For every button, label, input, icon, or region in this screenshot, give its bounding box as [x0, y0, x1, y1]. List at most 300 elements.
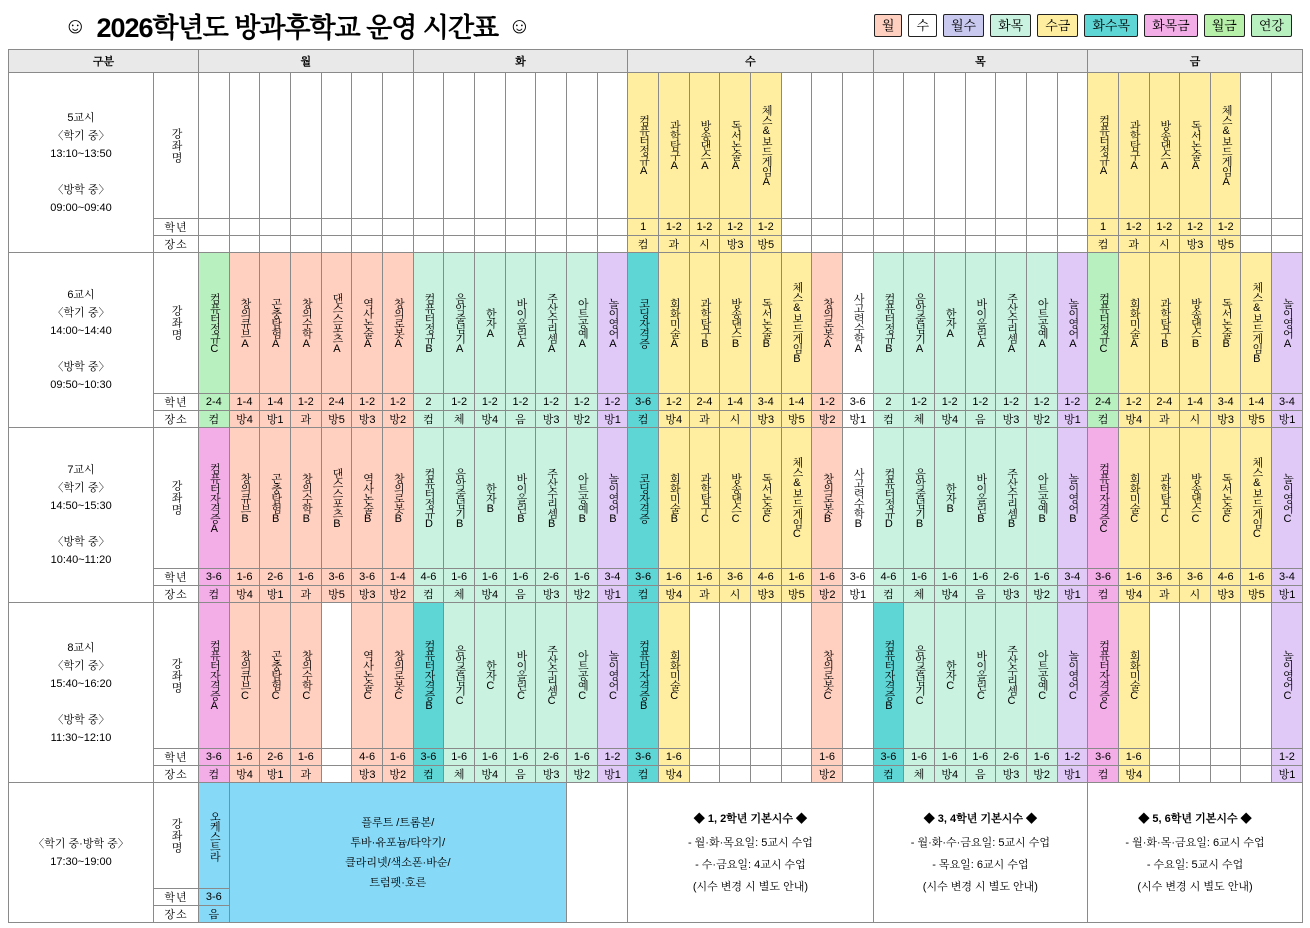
grade-p5-tue-2	[474, 219, 505, 236]
grade-p8-fri-6: 1-2	[1272, 749, 1303, 766]
course-p6-wed-2[interactable]: 과학탐구B	[689, 253, 720, 394]
place-p7-wed-2: 과	[689, 586, 720, 603]
place-p6-tue-5: 방2	[566, 411, 597, 428]
course-p7-wed-2[interactable]: 과학탐구C	[689, 428, 720, 569]
place-p8-wed-2	[689, 766, 720, 783]
place-p6-tue-1: 체	[444, 411, 475, 428]
place-p7-wed-4: 방3	[750, 586, 781, 603]
place-p5-tue-4	[536, 236, 567, 253]
course-p6-mon-6[interactable]: 창의로봇A	[382, 253, 413, 394]
course-p5-tue-6	[597, 73, 628, 219]
course-p7-mon-6[interactable]: 창의로봇B	[382, 428, 413, 569]
rowlabel-course-last: 강좌명	[154, 783, 199, 889]
place-p6-mon-4: 방5	[321, 411, 352, 428]
place-p5-tue-3	[505, 236, 536, 253]
course-p7-mon-2[interactable]: 곤충탐험B	[260, 428, 291, 569]
course-p8-mon-5[interactable]: 역사논술C	[352, 603, 383, 749]
grade-p5-thu-3	[965, 219, 996, 236]
grade-p8-wed-5	[781, 749, 812, 766]
course-p7-mon-3[interactable]: 창의수학B	[290, 428, 321, 569]
course-p5-fri-5	[1241, 73, 1272, 219]
empty-p5-wed-0-0	[842, 73, 873, 219]
page-title: 2026학년도 방과후학교 운영 시간표	[96, 13, 499, 43]
course-p5-wed-0[interactable]: 컴퓨터정규A	[628, 73, 659, 219]
course-p8-thu-3[interactable]: 바이올린C	[965, 603, 996, 749]
place-p6-thu-0: 컴	[873, 411, 904, 428]
course-p7-tue-0[interactable]: 컴퓨터정규D	[413, 428, 444, 569]
grade-p7-tue-3: 1-6	[505, 569, 536, 586]
place-p7-tue-0: 컴	[413, 586, 444, 603]
course-p8-tue-0[interactable]: 컴퓨터자격증B	[413, 603, 444, 749]
course-p6-tue-5[interactable]: 아트공예A	[566, 253, 597, 394]
course-p5-fri-4[interactable]: 체스&보드게임A	[1210, 73, 1241, 219]
place-p8-wed-1: 방4	[658, 766, 689, 783]
place-p5-wed-2: 시	[689, 236, 720, 253]
place-p8-fri-0: 컴	[1088, 766, 1119, 783]
course-p6-tue-4[interactable]: 주산수리셈A	[536, 253, 567, 394]
grade-p7-thu-2: 1-6	[934, 569, 965, 586]
course-p5-mon-1	[229, 73, 260, 219]
place-p6-mon-6: 방2	[382, 411, 413, 428]
place-p7-thu-5: 방2	[1026, 586, 1057, 603]
grade-p8-fri-5	[1241, 749, 1272, 766]
course-p6-mon-5[interactable]: 역사논술A	[352, 253, 383, 394]
place-p8-tue-5: 방2	[566, 766, 597, 783]
course-p5-tue-1	[444, 73, 475, 219]
place-p8-thu-0: 컴	[873, 766, 904, 783]
place-p6-wed-6: 방2	[812, 411, 843, 428]
grade-p5-thu-6	[1057, 219, 1088, 236]
grade-p5-tue-0	[413, 219, 444, 236]
grade-p6-thu-6: 1-2	[1057, 394, 1088, 411]
place-p6-tue-3: 음	[505, 411, 536, 428]
place-p5-fri-4: 방5	[1210, 236, 1241, 253]
course-p8-mon-0[interactable]: 컴퓨터자격증A	[199, 603, 230, 749]
legend-chip-4: 수금	[1037, 14, 1078, 37]
course-p7-thu-1[interactable]: 음악줄넘기B	[904, 428, 935, 569]
grade-p6-fri-6: 3-4	[1272, 394, 1303, 411]
grade-p5-mon-1	[229, 219, 260, 236]
course-p6-tue-1[interactable]: 음악줄넘기A	[444, 253, 475, 394]
place-p8-mon-1: 방4	[229, 766, 260, 783]
course-p6-tue-2[interactable]: 한자A	[474, 253, 505, 394]
course-p6-wed-6[interactable]: 창의로봇A	[812, 253, 843, 394]
course-p6-fri-3[interactable]: 방송댄스B	[1180, 253, 1211, 394]
place-p5-wed-0: 컴	[628, 236, 659, 253]
course-p6-wed-7[interactable]: 사고력수학A	[842, 253, 873, 394]
grade-p6-wed-7: 3-6	[842, 394, 873, 411]
course-p8-fri-6[interactable]: 놀이영어C	[1272, 603, 1303, 749]
grade-p6-wed-6: 1-2	[812, 394, 843, 411]
course-p6-tue-3[interactable]: 바이올린A	[505, 253, 536, 394]
smiley-right-icon: ☺	[508, 12, 531, 38]
place-p8-mon-3: 과	[290, 766, 321, 783]
grade-p6-wed-5: 1-4	[781, 394, 812, 411]
course-p5-mon-3	[290, 73, 321, 219]
legend-chip-2: 월수	[943, 14, 984, 37]
place-p6-tue-6: 방1	[597, 411, 628, 428]
place-p6-thu-6: 방1	[1057, 411, 1088, 428]
course-p7-wed-5[interactable]: 체스&보드게임C	[781, 428, 812, 569]
place-p7-tue-4: 방3	[536, 586, 567, 603]
grade-p5-wed-0: 1	[628, 219, 659, 236]
grade-p7-wed-3: 3-6	[720, 569, 751, 586]
grade-p8-thu-2: 1-6	[934, 749, 965, 766]
place-p6-mon-0: 컴	[199, 411, 230, 428]
course-p6-wed-0[interactable]: 코딩자격증	[628, 253, 659, 394]
place-p8-wed-3	[720, 766, 751, 783]
course-p6-fri-6[interactable]: 놀이영어A	[1272, 253, 1303, 394]
rowlabel-grade-p8: 학년	[154, 749, 199, 766]
place-p6-thu-3: 음	[965, 411, 996, 428]
place-p6-mon-2: 방1	[260, 411, 291, 428]
grade-p5-fri-4: 1-2	[1210, 219, 1241, 236]
grade-p5-tue-3	[505, 219, 536, 236]
course-p8-fri-0[interactable]: 컴퓨터자격증C	[1088, 603, 1119, 749]
course-p8-tue-5[interactable]: 아트공예C	[566, 603, 597, 749]
course-p7-fri-2[interactable]: 과학탐구C	[1149, 428, 1180, 569]
course-p8-fri-5	[1241, 603, 1272, 749]
place-p6-thu-5: 방2	[1026, 411, 1057, 428]
place-p5-fri-0: 컴	[1088, 236, 1119, 253]
course-p6-fri-1[interactable]: 회화미술A	[1118, 253, 1149, 394]
grade-p5-mon-4	[321, 219, 352, 236]
course-p8-fri-3	[1180, 603, 1211, 749]
legend-chip-5: 화수목	[1084, 14, 1138, 37]
place-p7-thu-2: 방4	[934, 586, 965, 603]
course-p5-thu-2	[934, 73, 965, 219]
course-p7-fri-3[interactable]: 방송댄스C	[1180, 428, 1211, 569]
grade-p6-fri-0: 2-4	[1088, 394, 1119, 411]
place-p7-tue-6: 방1	[597, 586, 628, 603]
grade-p5-tue-1	[444, 219, 475, 236]
grade-p5-thu-2	[934, 219, 965, 236]
grade-p8-mon-2: 2-6	[260, 749, 291, 766]
grade-p6-tue-1: 1-2	[444, 394, 475, 411]
course-p8-mon-2[interactable]: 곤충탐험C	[260, 603, 291, 749]
course-p5-fri-2[interactable]: 방송댄스A	[1149, 73, 1180, 219]
course-p6-wed-1[interactable]: 회화미술A	[658, 253, 689, 394]
place-p6-mon-1: 방4	[229, 411, 260, 428]
course-p7-thu-3[interactable]: 바이올린B	[965, 428, 996, 569]
color-legend	[874, 14, 1292, 37]
course-p8-tue-2[interactable]: 한자C	[474, 603, 505, 749]
place-p6-fri-5: 방5	[1241, 411, 1272, 428]
course-p7-fri-1[interactable]: 회화미술C	[1118, 428, 1149, 569]
course-p8-thu-1[interactable]: 음악줄넘기C	[904, 603, 935, 749]
course-p6-thu-1[interactable]: 음악줄넘기A	[904, 253, 935, 394]
course-p5-thu-0	[873, 73, 904, 219]
course-p5-wed-2[interactable]: 방송댄스A	[689, 73, 720, 219]
grade-p5-wed-6	[812, 219, 843, 236]
course-p7-mon-0[interactable]: 컴퓨터자격증A	[199, 428, 230, 569]
course-p6-fri-4[interactable]: 독서논술B	[1210, 253, 1241, 394]
place-p8-fri-6: 방1	[1272, 766, 1303, 783]
course-p8-fri-2	[1149, 603, 1180, 749]
course-p7-thu-6[interactable]: 놀이영어B	[1057, 428, 1088, 569]
place-p7-tue-5: 방2	[566, 586, 597, 603]
course-p5-tue-0	[413, 73, 444, 219]
course-p7-wed-0[interactable]: 코딩자격증	[628, 428, 659, 569]
place-p5-thu-4	[996, 236, 1027, 253]
grade-p8-thu-1: 1-6	[904, 749, 935, 766]
grade-p8-thu-6: 1-2	[1057, 749, 1088, 766]
course-p6-wed-3[interactable]: 방송댄스B	[720, 253, 751, 394]
course-p5-wed-3[interactable]: 독서논술A	[720, 73, 751, 219]
place-p7-wed-5: 방5	[781, 586, 812, 603]
period-label-p5: 5교시 〈학기 중〉 13:10~13:50 〈방학 중〉 09:00~09:40	[9, 73, 154, 253]
course-p7-mon-5[interactable]: 역사논술B	[352, 428, 383, 569]
course-p8-wed-1[interactable]: 회화미술C	[658, 603, 689, 749]
grade-p7-fri-4: 4-6	[1210, 569, 1241, 586]
course-p7-wed-3[interactable]: 방송댄스C	[720, 428, 751, 569]
grade-p6-tue-6: 1-2	[597, 394, 628, 411]
course-p6-thu-4[interactable]: 주산수리셈A	[996, 253, 1027, 394]
grade-p7-mon-3: 1-6	[290, 569, 321, 586]
grade-p6-thu-0: 2	[873, 394, 904, 411]
course-p5-wed-1[interactable]: 과학탐구A	[658, 73, 689, 219]
last-period-label: 〈학기 중·방학 중〉 17:30~19:00	[9, 783, 154, 923]
place-p7-fri-1: 방4	[1118, 586, 1149, 603]
place-p6-tue-0: 컴	[413, 411, 444, 428]
place-p7-tue-2: 방4	[474, 586, 505, 603]
legend-chip-6: 화목금	[1144, 14, 1198, 37]
course-p7-tue-6[interactable]: 놀이영어B	[597, 428, 628, 569]
course-p8-mon-1[interactable]: 창의큐브C	[229, 603, 260, 749]
course-p5-wed-5	[781, 73, 812, 219]
course-p7-thu-4[interactable]: 주산수리셈B	[996, 428, 1027, 569]
grade-p6-tue-4: 1-2	[536, 394, 567, 411]
grade-p6-wed-0: 3-6	[628, 394, 659, 411]
course-p7-tue-5[interactable]: 아트공예B	[566, 428, 597, 569]
course-p6-wed-4[interactable]: 독서논술B	[750, 253, 781, 394]
grade-p7-tue-1: 1-6	[444, 569, 475, 586]
legend-chip-8: 연강	[1251, 14, 1292, 37]
course-p8-tue-6[interactable]: 놀이영어C	[597, 603, 628, 749]
place-p5-wed-3: 방3	[720, 236, 751, 253]
course-p7-fri-4[interactable]: 독서논술C	[1210, 428, 1241, 569]
course-p5-fri-1[interactable]: 과학탐구A	[1118, 73, 1149, 219]
course-p5-mon-4	[321, 73, 352, 219]
grade-p7-mon-4: 3-6	[321, 569, 352, 586]
course-p8-tue-1[interactable]: 음악줄넘기C	[444, 603, 475, 749]
course-p7-mon-1[interactable]: 창의큐브B	[229, 428, 260, 569]
grade-p7-fri-0: 3-6	[1088, 569, 1119, 586]
place-p7-tue-3: 음	[505, 586, 536, 603]
course-p8-thu-6[interactable]: 놀이영어C	[1057, 603, 1088, 749]
place-p6-mon-5: 방3	[352, 411, 383, 428]
course-p5-fri-3[interactable]: 독서논술A	[1180, 73, 1211, 219]
grade-p8-fri-2	[1149, 749, 1180, 766]
course-p6-thu-6[interactable]: 놀이영어A	[1057, 253, 1088, 394]
course-p7-wed-7[interactable]: 사고력수학B	[842, 428, 873, 569]
course-p8-mon-4	[321, 603, 352, 749]
place-p7-thu-1: 체	[904, 586, 935, 603]
grade-p8-wed-0: 3-6	[628, 749, 659, 766]
grade-p6-thu-2: 1-2	[934, 394, 965, 411]
grade-p8-fri-0: 3-6	[1088, 749, 1119, 766]
course-p7-thu-0[interactable]: 컴퓨터정규D	[873, 428, 904, 569]
course-p7-thu-2[interactable]: 한자B	[934, 428, 965, 569]
grade-p6-mon-5: 1-2	[352, 394, 383, 411]
place-p5-mon-1	[229, 236, 260, 253]
course-p6-fri-5[interactable]: 체스&보드게임B	[1241, 253, 1272, 394]
grade-p6-mon-4: 2-4	[321, 394, 352, 411]
place-p8-tue-0: 컴	[413, 766, 444, 783]
course-p8-thu-4[interactable]: 주산수리셈C	[996, 603, 1027, 749]
course-p8-tue-4[interactable]: 주산수리셈C	[536, 603, 567, 749]
course-p7-wed-1[interactable]: 회화미술B	[658, 428, 689, 569]
grade-p5-wed-1: 1-2	[658, 219, 689, 236]
course-p7-tue-4[interactable]: 주산수리셈B	[536, 428, 567, 569]
course-p6-mon-1[interactable]: 창의큐브A	[229, 253, 260, 394]
course-p8-thu-0[interactable]: 컴퓨터자격증B	[873, 603, 904, 749]
grade-p6-fri-1: 1-2	[1118, 394, 1149, 411]
grade-p7-wed-2: 1-6	[689, 569, 720, 586]
grade-p7-thu-3: 1-6	[965, 569, 996, 586]
course-p8-tue-3[interactable]: 바이올린C	[505, 603, 536, 749]
header-day-wed: 수	[628, 50, 873, 73]
empty-p5-mon-0-0	[382, 73, 413, 219]
place-p6-wed-1: 방4	[658, 411, 689, 428]
course-p6-fri-2[interactable]: 과학탐구B	[1149, 253, 1180, 394]
place-p8-wed-0: 컴	[628, 766, 659, 783]
place-p8-wed-7	[842, 766, 873, 783]
course-p5-thu-1	[904, 73, 935, 219]
place-p8-fri-4	[1210, 766, 1241, 783]
course-p7-thu-5[interactable]: 아트공예B	[1026, 428, 1057, 569]
grade-p8-mon-5: 4-6	[352, 749, 383, 766]
legend-chip-0: 월	[874, 14, 903, 37]
place-p7-fri-3: 시	[1180, 586, 1211, 603]
place-p7-wed-7: 방1	[842, 586, 873, 603]
grade-p7-mon-5: 3-6	[352, 569, 383, 586]
grade-p5-mon-0	[199, 219, 230, 236]
course-p8-wed-4	[750, 603, 781, 749]
course-p6-mon-4[interactable]: 댄스스포츠A	[321, 253, 352, 394]
course-p5-fri-0[interactable]: 컴퓨터정규A	[1088, 73, 1119, 219]
place-p8-fri-3	[1180, 766, 1211, 783]
place-p7-mon-4: 방5	[321, 586, 352, 603]
place-p8-fri-2	[1149, 766, 1180, 783]
grade-p5-thu-0	[873, 219, 904, 236]
place-p8-fri-1: 방4	[1118, 766, 1149, 783]
course-p8-thu-2[interactable]: 한자C	[934, 603, 965, 749]
course-p6-thu-2[interactable]: 한자A	[934, 253, 965, 394]
place-p8-mon-4	[321, 766, 352, 783]
grade-p6-wed-3: 1-4	[720, 394, 751, 411]
place-p6-fri-0: 컴	[1088, 411, 1119, 428]
course-p6-wed-5[interactable]: 체스&보드게임B	[781, 253, 812, 394]
course-p7-fri-6[interactable]: 놀이영어C	[1272, 428, 1303, 569]
grade-p8-wed-6: 1-6	[812, 749, 843, 766]
grade-p6-fri-3: 1-4	[1180, 394, 1211, 411]
grade-p8-tue-4: 2-6	[536, 749, 567, 766]
place-p8-thu-2: 방4	[934, 766, 965, 783]
course-p7-mon-4[interactable]: 댄스스포츠B	[321, 428, 352, 569]
course-p6-mon-2[interactable]: 곤충탐험A	[260, 253, 291, 394]
timetable	[8, 49, 1303, 923]
course-p7-fri-0[interactable]: 컴퓨터자격증C	[1088, 428, 1119, 569]
place-p8-wed-5	[781, 766, 812, 783]
place-p5-fri-2: 시	[1149, 236, 1180, 253]
course-p7-tue-3[interactable]: 바이올린B	[505, 428, 536, 569]
course-p6-thu-5[interactable]: 아트공예A	[1026, 253, 1057, 394]
place-p5-tue-5	[566, 236, 597, 253]
grade-p8-thu-0: 3-6	[873, 749, 904, 766]
legend-chip-7: 월금	[1204, 14, 1245, 37]
course-p8-mon-3[interactable]: 창의수학C	[290, 603, 321, 749]
course-p6-mon-0[interactable]: 컴퓨터정규C	[199, 253, 230, 394]
course-p6-thu-0[interactable]: 컴퓨터정규B	[873, 253, 904, 394]
place-p5-thu-6	[1057, 236, 1088, 253]
course-p6-tue-0[interactable]: 컴퓨터정규B	[413, 253, 444, 394]
orchestra-name[interactable]: 오케스트라	[199, 783, 230, 889]
place-p7-mon-5: 방3	[352, 586, 383, 603]
grade-p7-mon-6: 1-4	[382, 569, 413, 586]
place-p6-tue-2: 방4	[474, 411, 505, 428]
course-p6-thu-3[interactable]: 바이올린A	[965, 253, 996, 394]
empty-p5-mon-0-2	[382, 236, 413, 253]
place-p8-wed-4	[750, 766, 781, 783]
place-p7-wed-0: 컴	[628, 586, 659, 603]
course-p7-wed-6[interactable]: 창의로봇B	[812, 428, 843, 569]
course-p8-fri-4	[1210, 603, 1241, 749]
grade-p8-tue-2: 1-6	[474, 749, 505, 766]
course-p7-tue-1[interactable]: 음악줄넘기B	[444, 428, 475, 569]
place-p7-wed-3: 시	[720, 586, 751, 603]
course-p5-wed-4[interactable]: 체스&보드게임A	[750, 73, 781, 219]
place-p8-mon-5: 방3	[352, 766, 383, 783]
course-p7-wed-4[interactable]: 독서논술C	[750, 428, 781, 569]
place-p8-thu-4: 방3	[996, 766, 1027, 783]
course-p6-tue-6[interactable]: 놀이영어A	[597, 253, 628, 394]
place-p8-mon-2: 방1	[260, 766, 291, 783]
note-box-2: ◆ 5, 6학년 기본시수 ◆ - 월·화·목·금요일: 6교시 수업 - 수요일: 5교시 수업 (시수 변경 시 별도 안내)	[1088, 783, 1303, 923]
header-day-tue: 화	[413, 50, 628, 73]
empty-p5-wed-0-1	[842, 219, 873, 236]
grade-p7-thu-6: 3-4	[1057, 569, 1088, 586]
course-p7-tue-2[interactable]: 한자B	[474, 428, 505, 569]
course-p8-mon-6[interactable]: 창의로봇C	[382, 603, 413, 749]
course-p8-wed-6[interactable]: 창의로봇C	[812, 603, 843, 749]
grade-p8-tue-3: 1-6	[505, 749, 536, 766]
course-p8-thu-5[interactable]: 아트공예C	[1026, 603, 1057, 749]
grade-p8-thu-4: 2-6	[996, 749, 1027, 766]
course-p6-mon-3[interactable]: 창의수학A	[290, 253, 321, 394]
grade-p6-thu-3: 1-2	[965, 394, 996, 411]
course-p8-wed-0[interactable]: 컴퓨터자격증B	[628, 603, 659, 749]
place-p8-mon-6: 방2	[382, 766, 413, 783]
course-p5-mon-5	[352, 73, 383, 219]
place-p5-wed-1: 과	[658, 236, 689, 253]
rowlabel-grade-p6: 학년	[154, 394, 199, 411]
place-p7-fri-6: 방1	[1272, 586, 1303, 603]
course-p5-mon-0	[199, 73, 230, 219]
grade-p6-thu-1: 1-2	[904, 394, 935, 411]
place-p6-thu-1: 체	[904, 411, 935, 428]
grade-p8-wed-3	[720, 749, 751, 766]
grade-p6-wed-4: 3-4	[750, 394, 781, 411]
place-p6-wed-4: 방3	[750, 411, 781, 428]
course-p6-fri-0[interactable]: 컴퓨터정규C	[1088, 253, 1119, 394]
course-p8-fri-1[interactable]: 회화미술C	[1118, 603, 1149, 749]
grade-p8-mon-3: 1-6	[290, 749, 321, 766]
course-p7-fri-5[interactable]: 체스&보드게임C	[1241, 428, 1272, 569]
place-p7-fri-2: 과	[1149, 586, 1180, 603]
course-p5-thu-3	[965, 73, 996, 219]
grade-p5-fri-3: 1-2	[1180, 219, 1211, 236]
